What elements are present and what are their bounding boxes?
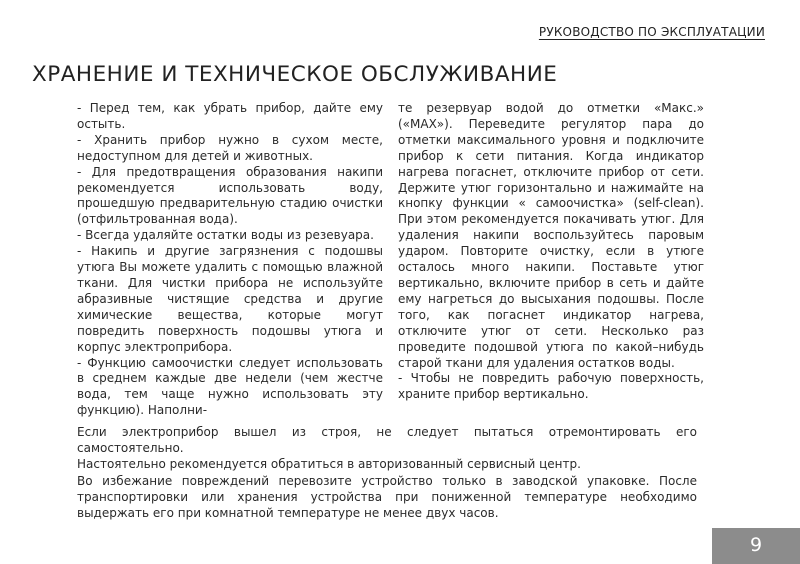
page-title: ХРАНЕНИЕ И ТЕХНИЧЕСКОЕ ОБСЛУЖИВАНИЕ: [32, 62, 558, 87]
paragraph: - Перед тем, как убрать прибор, дайте ему остыть.: [77, 101, 383, 131]
paragraph: Настоятельно рекомендуется обратиться в авторизованный сервисный центр.: [77, 457, 581, 472]
paragraph: - Чтобы не повредить рабочую поверхность, храните прибор вертикально.: [398, 371, 704, 402]
paragraph: Если электроприбор вышел из строя, не следует пытаться отремонтировать его самостоятельно.: [77, 425, 697, 456]
running-header: РУКОВОДСТВО ПО ЭКСПЛУАТАЦИИ: [538, 25, 765, 39]
paragraph: - Функцию самоочистки следует использовать в среднем каждые две недели (чем жестче вода, тем чаще нужно использовать эту функцию). Наполни-: [77, 355, 383, 418]
paragraph: - Всегда удаляйте остатки воды из резевуара.: [77, 228, 374, 243]
footer-notice: [77, 424, 697, 521]
page-number-box: [712, 528, 800, 564]
left-column: [77, 101, 383, 419]
page-number: 9: [749, 534, 763, 556]
paragraph: Во избежание повреждений перевозите устройство только в заводской упаковке. После транспортировки или хранения устройства при пониженной температуре необходимо выдержать его при комнатной температуре не менее двух часов.: [77, 473, 697, 521]
paragraph: - Для предотвращения образования накипи рекомендуется использовать воду, прошедшую предварительную стадию очистки (отфильтрованная вода).: [77, 164, 383, 227]
paragraph: - Хранить прибор нужно в сухом месте, недоступном для детей и животных.: [77, 132, 383, 163]
paragraph: - Накипь и другие загрязнения с подошвы утюга Вы можете удалить с помощью влажной ткани. Для чистки прибора не используйте абразивные чистящие средства и другие химические вещества, которые могут повредить поверхность подошвы утюга и корпус электроприбора.: [77, 244, 383, 354]
right-column: [398, 101, 704, 403]
paragraph: те резервуар водой до отметки «Макс.» («MAX»). Переведите регулятор пара до отметки максимального уровня и подключите прибор к сети питания. Когда индикатор нагрева погаснет, отключите прибор от сети. Держите утюг горизонтально и нажимайте на кнопку функции « самоочистка» (self-clean). При этом рекомендуется покачивать утюг. Для удаления накипи воспользуйтесь паровым ударом. Повторите очистку, если в утюге осталось много накипи. Поставьте утюг вертикально, включите прибор в сеть и дайте ему нагреться до высыхания подошвы. После того, как погаснет индикатор нагрева, отключите утюг от сети. Несколько раз проведите подошвой утюга по какой–нибудь старой ткани для удаления остатков воды.: [398, 101, 704, 370]
